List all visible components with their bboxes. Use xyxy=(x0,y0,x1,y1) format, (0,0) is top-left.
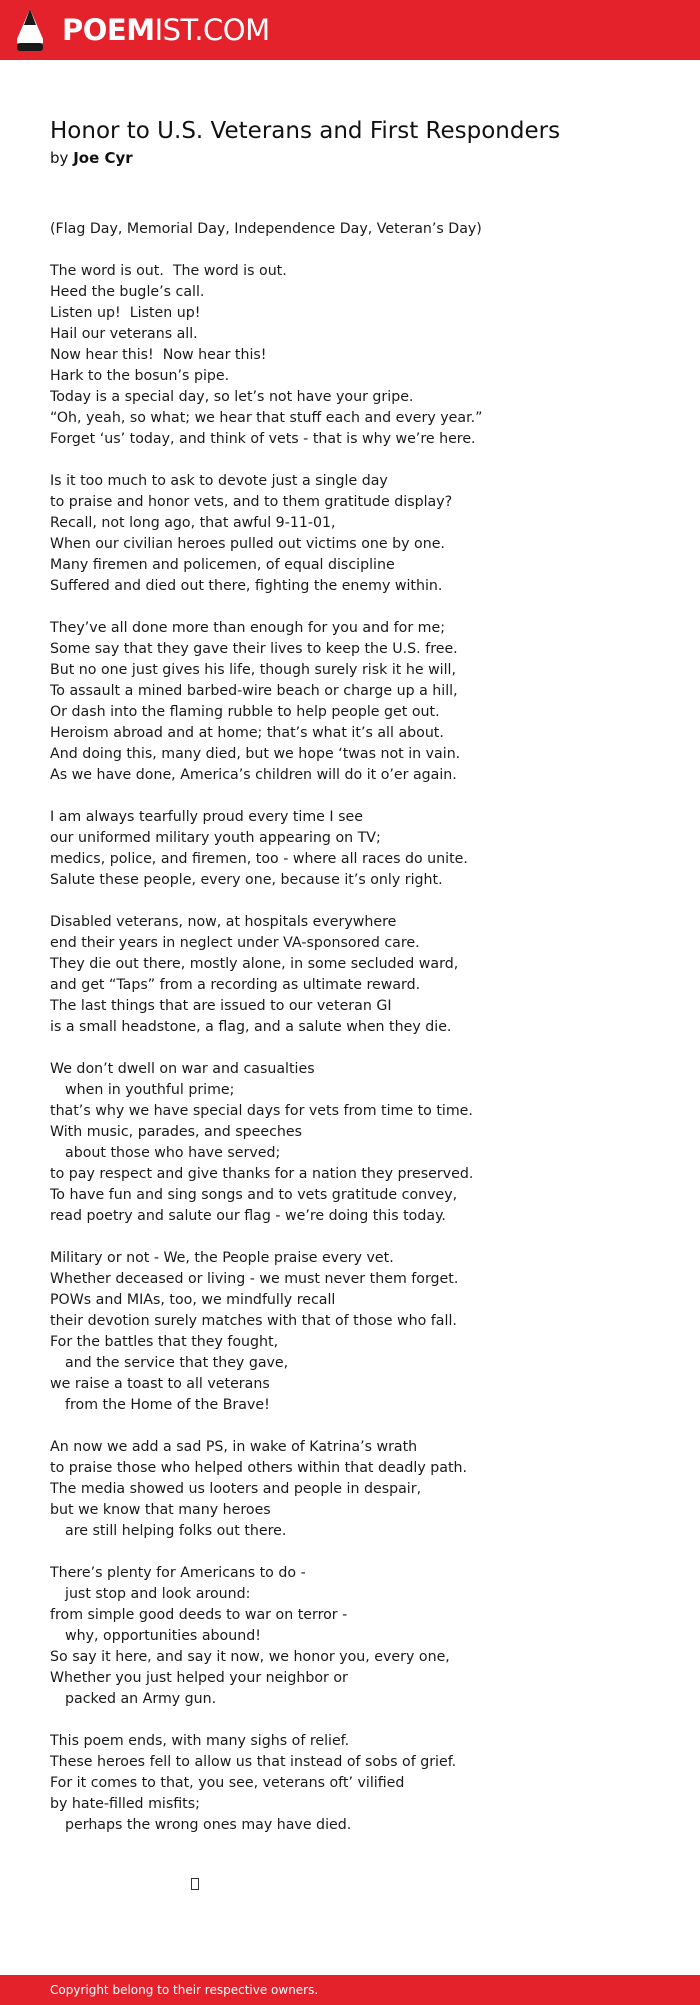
poem-line: POWs and MIAs, too, we mindfully recall xyxy=(50,1292,336,1308)
site-header xyxy=(0,0,700,60)
stanza-break xyxy=(50,1542,670,1563)
poem-line: As we have done, America’s children will do it o’er again. xyxy=(50,767,457,783)
poem-line: Today is a special day, so let’s not have your gripe. xyxy=(50,389,414,405)
poem-line: So say it here, and say it now, we honor you, every one, xyxy=(50,1649,450,1665)
poem-line: and the service that they gave, xyxy=(65,1355,289,1371)
poem-line: This poem ends, with many sighs of relief. xyxy=(50,1733,350,1749)
poem-line: There’s plenty for Americans to do - xyxy=(50,1565,306,1581)
poem-line: Suffered and died out there, fighting the enemy within. xyxy=(50,578,443,594)
poem-line: I am always tearfully proud every time I see xyxy=(50,809,363,825)
poem-line: and get “Taps” from a recording as ultimate reward. xyxy=(50,977,421,993)
stanza-break xyxy=(50,1710,670,1731)
site-logo[interactable] xyxy=(62,12,270,48)
poem-line: The last things that are issued to our veteran GI xyxy=(50,998,392,1014)
poem-line: about those who have served; xyxy=(65,1145,281,1161)
poem-line: Whether deceased or living - we must never them forget. xyxy=(50,1271,459,1287)
poem-line: With music, parades, and speeches xyxy=(50,1124,303,1140)
poem-line: end their years in neglect under VA-sponsored care. xyxy=(50,935,420,951)
poem-line: Hark to the bosun’s pipe. xyxy=(50,368,230,384)
poem-line: Whether you just helped your neighbor or xyxy=(50,1670,348,1686)
poem-line: is a small headstone, a flag, and a salute when they die. xyxy=(50,1019,452,1035)
poem-line: Many firemen and policemen, of equal discipline xyxy=(50,557,395,573)
poem-line: Some say that they gave their lives to keep the U.S. free. xyxy=(50,641,458,657)
poem-line: perhaps the wrong ones may have died. xyxy=(65,1817,352,1833)
poem-line: our uniformed military youth appearing on TV; xyxy=(50,830,381,846)
stanza-break xyxy=(50,240,670,261)
poem-line: When our civilian heroes pulled out victims one by one. xyxy=(50,536,445,552)
poem-line: Listen up! Listen up! xyxy=(50,305,201,321)
poem-line: Or dash into the flaming rubble to help people get out. xyxy=(50,704,440,720)
poem-line: Recall, not long ago, that awful 9-11-01, xyxy=(50,515,336,531)
poem-line: We don’t dwell on war and casualties xyxy=(50,1061,315,1077)
poem-line: An now we add a sad PS, in wake of Katrina’s wrath xyxy=(50,1439,418,1455)
poem-body xyxy=(50,219,670,1836)
poem-line: The word is out. The word is out. xyxy=(50,263,287,279)
logo-bold-text: POEM xyxy=(62,13,155,47)
poem-line: Military or not - We, the People praise every vet. xyxy=(50,1250,394,1266)
poem-line: Salute these people, every one, because it’s only right. xyxy=(50,872,443,888)
poem-line: medics, police, and firemen, too - where all races do unite. xyxy=(50,851,468,867)
by-label: by xyxy=(50,149,69,167)
poem-line: to praise those who helped others within that deadly path. xyxy=(50,1460,468,1476)
stanza-break xyxy=(50,1227,670,1248)
poem-title: Honor to U.S. Veterans and First Responders xyxy=(50,118,561,144)
poem-line: (Flag Day, Memorial Day, Independence Day, Veteran’s Day) xyxy=(50,221,482,237)
poem-line: Hail our veterans all. xyxy=(50,326,198,342)
pen-nib-icon[interactable] xyxy=(17,9,43,51)
byline xyxy=(50,148,133,168)
poem-line: They die out there, mostly alone, in some secluded ward, xyxy=(50,956,459,972)
poem-line: Forget ‘us’ today, and think of vets - that is why we’re here. xyxy=(50,431,476,447)
poem-line: packed an Army gun. xyxy=(65,1691,217,1707)
poem-line: we raise a toast to all veterans xyxy=(50,1376,270,1392)
site-footer xyxy=(0,1975,700,2005)
poem-line: from the Home of the Brave! xyxy=(65,1397,270,1413)
poem-line: They’ve all done more than enough for you and for me; xyxy=(50,620,445,636)
stanza-break xyxy=(50,1038,670,1059)
poem-line: to praise and honor vets, and to them gratitude display? xyxy=(50,494,453,510)
stanza-break xyxy=(50,891,670,912)
stanza-break xyxy=(50,1416,670,1437)
poem-line: To have fun and sing songs and to vets gratitude convey, xyxy=(50,1187,458,1203)
poem-line: Disabled veterans, now, at hospitals everywhere xyxy=(50,914,397,930)
poem-line: And doing this, many died, but we hope ‘twas not in vain. xyxy=(50,746,461,762)
poem-line: why, opportunities abound! xyxy=(65,1628,261,1644)
poem-line: by hate-filled misfits; xyxy=(50,1796,200,1812)
poem-line: just stop and look around: xyxy=(65,1586,251,1602)
poem-line: but we know that many heroes xyxy=(50,1502,271,1518)
poem-line: But no one just gives his life, though surely risk it he will, xyxy=(50,662,457,678)
poem-line: The media showed us looters and people in despair, xyxy=(50,1481,422,1497)
poem-line: To assault a mined barbed-wire beach or charge up a hill, xyxy=(50,683,458,699)
poem-line: when in youthful prime; xyxy=(65,1082,235,1098)
poem-line: their devotion surely matches with that of those who fall. xyxy=(50,1313,457,1329)
placeholder-glyph-icon xyxy=(191,1878,199,1890)
poem-line: For the battles that they fought, xyxy=(50,1334,279,1350)
author-name[interactable]: Joe Cyr xyxy=(73,149,133,167)
logo-light-text: IST.COM xyxy=(154,13,270,47)
poem-line: For it comes to that, you see, veterans oft’ vilified xyxy=(50,1775,405,1791)
poem-line: Heroism abroad and at home; that’s what it’s all about. xyxy=(50,725,444,741)
stanza-break xyxy=(50,786,670,807)
poem-line: from simple good deeds to war on terror - xyxy=(50,1607,348,1623)
poem-line: Heed the bugle’s call. xyxy=(50,284,205,300)
poem-line: read poetry and salute our flag - we’re doing this today. xyxy=(50,1208,446,1224)
stanza-break xyxy=(50,597,670,618)
poem-line: “Oh, yeah, so what; we hear that stuff each and every year.” xyxy=(50,410,483,426)
poem-line: Is it too much to ask to devote just a single day xyxy=(50,473,388,489)
copyright-text: Copyright belong to their respective owners. xyxy=(50,1983,319,1997)
poem-line: are still helping folks out there. xyxy=(65,1523,287,1539)
poem-line: These heroes fell to allow us that instead of sobs of grief. xyxy=(50,1754,457,1770)
poem-line: to pay respect and give thanks for a nation they preserved. xyxy=(50,1166,474,1182)
poem-line: Now hear this! Now hear this! xyxy=(50,347,267,363)
poem-line: that’s why we have special days for vets from time to time. xyxy=(50,1103,473,1119)
stanza-break xyxy=(50,450,670,471)
